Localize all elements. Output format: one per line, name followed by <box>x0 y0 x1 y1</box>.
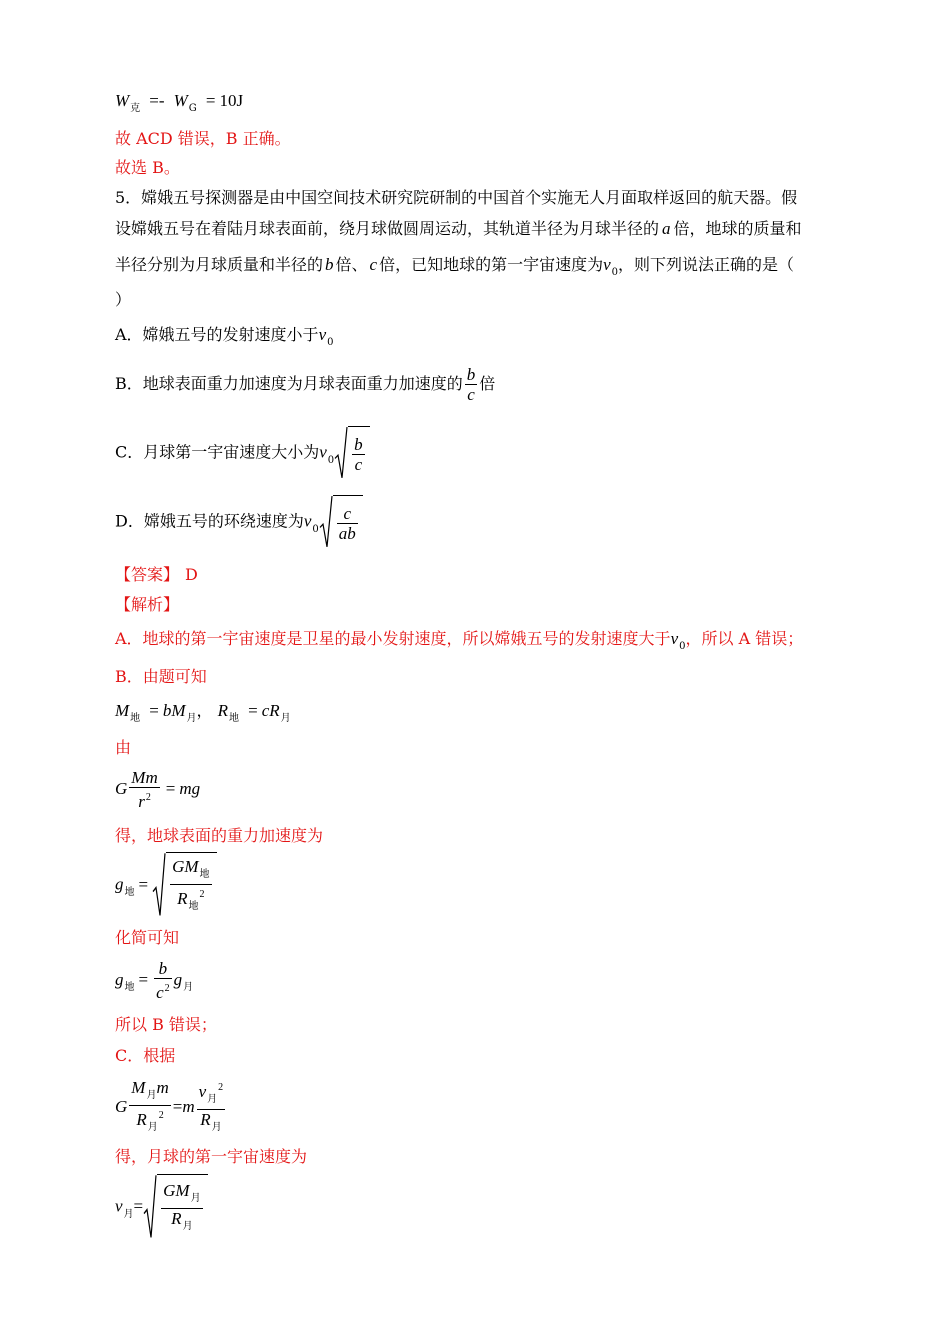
option-b-denominator: c <box>467 385 475 404</box>
option-c <box>115 426 370 487</box>
eq4-denominator <box>154 979 172 1002</box>
gravity-ratio-equation <box>115 956 193 1012</box>
answer-label: 【答案】 <box>115 565 180 584</box>
mass-radius-equation <box>115 700 291 730</box>
eq6-den-r: R <box>171 1209 182 1228</box>
question-line-3 <box>115 254 794 284</box>
answer-value: D <box>185 565 198 584</box>
option-d-v-sub: 0 <box>312 523 319 535</box>
eq1-m: M <box>115 701 130 720</box>
eq1-comma: ， <box>196 701 213 720</box>
option-c-v: v <box>319 442 327 462</box>
eq6-numerator <box>161 1181 202 1209</box>
question-line-1: 5．嫦娥五号探测器是由中国空间技术研究院研制的中国首个实施无人月面取样返回的航天器。假 <box>115 188 798 207</box>
b-wrong-text: 所以 B 错误； <box>115 1015 217 1034</box>
analysis-a-text: A．地球的第一宇宙速度是卫星的最小发射速度，所以嫦娥五号的发射速度大于 <box>115 629 671 648</box>
eq5-num-m-sub: 月 <box>146 1090 157 1101</box>
wg-symbol: W <box>173 91 188 110</box>
eq6-radical <box>143 1174 207 1240</box>
eq5-numerator-1 <box>129 1078 170 1106</box>
eq2-fraction <box>129 768 159 811</box>
eq3-fraction <box>170 857 211 916</box>
eq1-equals: = <box>149 701 159 720</box>
work-value: 10J <box>219 91 244 110</box>
var-v0-sub: 0 <box>611 267 619 278</box>
option-d <box>115 495 363 556</box>
equals-minus: =- <box>149 91 165 110</box>
eq3-g: g <box>115 874 124 894</box>
eq6-num-sub: 月 <box>190 1193 201 1204</box>
eq6-v: v <box>115 1196 123 1216</box>
eq5-num-small-m: m <box>156 1078 169 1097</box>
option-d-radical <box>319 495 363 549</box>
option-c-radical <box>334 426 370 480</box>
eq3-den-sup: 2 <box>199 889 205 900</box>
analysis-a-v: v <box>670 629 679 648</box>
option-a-v: v <box>318 325 327 344</box>
var-v0: v <box>603 255 611 274</box>
q3-text-c: 倍，已知地球的第一宇宙速度为 <box>379 255 604 274</box>
option-b <box>115 362 495 406</box>
eq4-g2: g <box>173 970 183 989</box>
eq5-den-r: R <box>136 1110 147 1129</box>
eq1-equals-2: = <box>248 701 258 720</box>
gravity-equation <box>115 765 200 813</box>
q3-text-d: ，则下列说法正确的是（ <box>618 255 795 274</box>
eq1-cr: cR <box>261 701 280 720</box>
var-b: b <box>325 255 334 274</box>
eq1-cr-sub: 月 <box>280 713 291 724</box>
sqrt-sign-icon <box>319 495 333 549</box>
eq5-den-sub: 月 <box>147 1122 158 1133</box>
eq5-num-m: M <box>131 1078 146 1097</box>
earth-gravity-equation <box>115 852 217 925</box>
analysis-a-tail: ，所以 A 错误； <box>685 629 804 648</box>
conclusion-text: 故 ACD 错误，B 正确。 <box>115 129 291 148</box>
sqrt-sign-icon <box>152 852 166 918</box>
option-a-text: A．嫦娥五号的发射速度小于 <box>115 325 319 344</box>
question-line-2 <box>115 218 802 240</box>
eq6-num-gm: GM <box>163 1181 190 1200</box>
wg-subscript: G <box>188 103 197 114</box>
choose-text: 故选 B。 <box>115 158 180 177</box>
eq4-g2-sub: 月 <box>183 982 194 993</box>
q3-text-b: 倍、 <box>335 255 368 274</box>
eq5-den2-r: R <box>200 1110 211 1129</box>
w-symbol: W <box>115 91 130 110</box>
eq1-bm: bM <box>162 701 186 720</box>
eq2-rhs: mg <box>179 779 201 798</box>
de1-text: 得，地球表面的重力加速度为 <box>115 826 324 845</box>
answer-line <box>115 564 198 586</box>
eq5-denominator-1 <box>129 1106 170 1137</box>
eq4-den-sup: 2 <box>164 983 170 994</box>
option-b-fraction <box>465 365 478 404</box>
analysis-c-line: C．根据 <box>115 1046 176 1065</box>
eq2-den-r: r <box>138 792 145 811</box>
analysis-a-v-sub: 0 <box>679 641 686 652</box>
analysis-b-line: B．由题可知 <box>115 667 207 686</box>
w-subscript: 克 <box>130 103 141 114</box>
eq5-num-v: v <box>198 1082 207 1101</box>
eq5-den2-sub: 月 <box>211 1122 222 1133</box>
option-d-denominator: ab <box>338 524 356 543</box>
option-c-v-sub: 0 <box>327 454 335 466</box>
q3-text-a: 半径分别为月球质量和半径的 <box>115 255 324 274</box>
eq5-fraction-1 <box>129 1078 170 1137</box>
eq3-den-sub: 地 <box>188 901 199 912</box>
eq4-den-c: c <box>156 983 164 1002</box>
eq2-g: G <box>115 779 128 798</box>
eq5-m: m <box>182 1097 195 1116</box>
option-a <box>115 324 333 354</box>
eq3-numerator <box>170 857 211 885</box>
eq6-fraction <box>161 1181 202 1236</box>
option-c-numerator: b <box>354 435 363 454</box>
eq6-v-sub: 月 <box>123 1208 134 1220</box>
analysis-a-line <box>115 628 803 658</box>
eq5-num-v-sub: 月 <box>207 1094 218 1105</box>
eq4-g: g <box>115 970 124 989</box>
eq3-radical <box>152 852 216 918</box>
option-c-text: C．月球第一宇宙速度大小为 <box>115 442 320 462</box>
moon-velocity-equation <box>115 1174 208 1247</box>
eq5-equals: = <box>172 1097 183 1116</box>
sqrt-sign-icon <box>334 426 348 480</box>
you-text: 由 <box>115 738 132 757</box>
equals: = <box>205 91 216 110</box>
option-c-fraction <box>352 435 365 474</box>
simplify-text: 化简可知 <box>115 928 180 947</box>
eq3-num-gm: GM <box>172 857 199 876</box>
eq5-num-v-sup: 2 <box>218 1082 224 1093</box>
var-a: a <box>662 219 671 238</box>
eq6-equals: = <box>133 1196 144 1216</box>
eq3-den-r: R <box>177 889 188 908</box>
eq5-g: G <box>115 1097 128 1116</box>
question-line-4: ） <box>115 290 132 309</box>
eq1-r: R <box>217 701 229 720</box>
q2-text-a: 设嫦娥五号在着陆月球表面前，绕月球做圆周运动，其轨道半径为月球半径的 <box>115 219 660 238</box>
eq5-fraction-2 <box>197 1078 226 1137</box>
eq5-den-sup: 2 <box>158 1110 164 1121</box>
analysis-label: 【解析】 <box>115 595 180 614</box>
eq4-fraction <box>154 959 172 1002</box>
option-c-denominator: c <box>354 455 363 474</box>
option-d-text: D．嫦娥五号的环绕速度为 <box>115 511 304 531</box>
q2-text-b: 倍，地球的质量和 <box>673 219 802 238</box>
eq1-r-sub: 地 <box>229 713 240 724</box>
eq2-numerator: Mm <box>131 768 158 787</box>
eq1-m-sub: 地 <box>130 713 141 724</box>
eq4-g-sub: 地 <box>124 982 135 993</box>
eq5-numerator-2 <box>197 1078 226 1110</box>
option-d-fraction <box>337 504 358 543</box>
eq5-denominator-2 <box>197 1110 226 1137</box>
eq4-equals: = <box>138 970 149 989</box>
option-d-v: v <box>303 511 312 531</box>
option-b-numerator: b <box>466 365 476 384</box>
de2-text: 得，月球的第一宇宙速度为 <box>115 1147 308 1166</box>
eq2-denominator <box>129 788 159 811</box>
var-c: c <box>369 255 378 274</box>
eq2-equals: = <box>165 779 176 798</box>
sqrt-sign-icon <box>143 1174 157 1240</box>
work-equation <box>115 90 243 120</box>
option-a-v-sub: 0 <box>327 337 334 348</box>
eq3-denominator <box>170 885 211 916</box>
eq3-num-sub: 地 <box>199 869 210 880</box>
eq6-denominator <box>161 1209 202 1236</box>
moon-gravity-equation <box>115 1078 227 1137</box>
eq3-equals: = <box>138 874 149 894</box>
eq6-den-sub: 月 <box>182 1221 193 1232</box>
eq2-den-sup: 2 <box>145 792 151 803</box>
option-b-tail: 倍 <box>479 374 496 393</box>
eq1-bm-sub: 月 <box>186 713 197 724</box>
option-d-numerator: c <box>337 504 358 524</box>
option-b-text: B．地球表面重力加速度为月球表面重力加速度的 <box>115 374 463 393</box>
eq3-g-sub: 地 <box>124 886 135 898</box>
eq4-numerator: b <box>154 959 172 979</box>
